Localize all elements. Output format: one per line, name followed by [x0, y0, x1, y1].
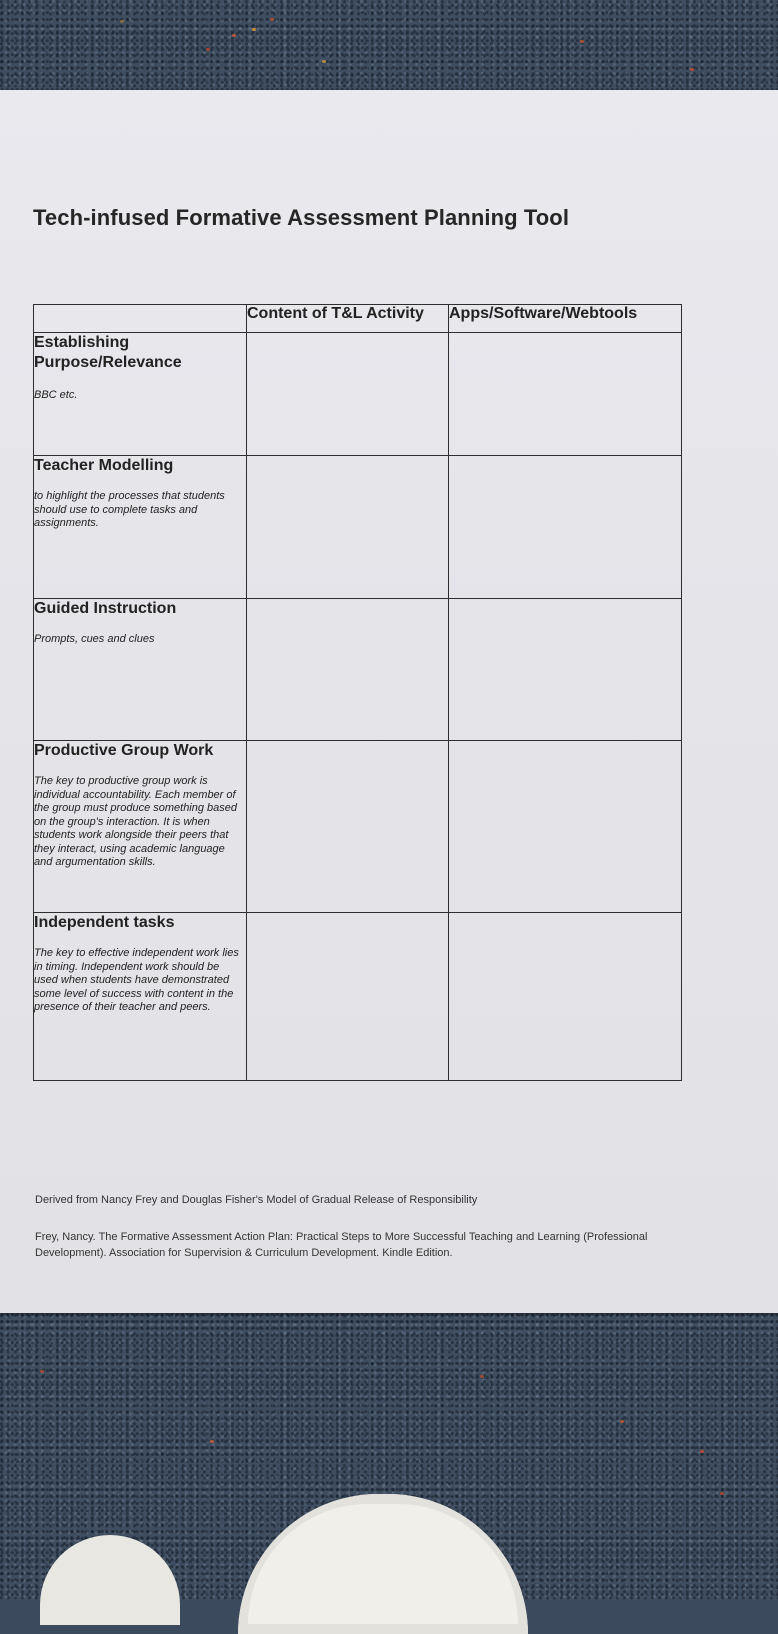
table-row — [34, 333, 682, 456]
table-row — [34, 456, 682, 599]
header-apps: Apps/Software/Webtools — [449, 305, 682, 333]
citation: Frey, Nancy. The Formative Assessment Action Plan: Practical Steps to More Successful Teaching and Learning (Professional Development). Association for Supervision & Curriculum Development. Kindle Edition. — [35, 1231, 648, 1259]
stage-description: The key to effective independent work lies in timing. Independent work should be used when students have demonstrated some level of success with content in the presence of their teacher and peers. — [34, 947, 239, 1013]
stage-description: to highlight the processes that students should use to complete tasks and assignments. — [34, 490, 225, 529]
apps-cell[interactable] — [449, 741, 682, 913]
stage-cell — [34, 913, 247, 1081]
stage-title: Teacher Modelling — [34, 457, 174, 474]
apps-cell[interactable] — [449, 333, 682, 456]
paper-sheet — [0, 90, 778, 1313]
stage-cell — [34, 333, 247, 456]
table-header-row — [34, 305, 682, 333]
apps-cell[interactable] — [449, 599, 682, 741]
stage-description: The key to productive group work is individual accountability. Each member of the group must produce something based on the group's interaction. It is when students work alongside their peers that they interact, using academic language and argumentation skills. — [34, 775, 238, 868]
content-cell[interactable] — [247, 913, 449, 1081]
planning-table — [33, 304, 682, 1081]
apps-cell[interactable] — [449, 913, 682, 1081]
table-row — [34, 913, 682, 1081]
document-title: Tech-infused Formative Assessment Planning Tool — [33, 205, 570, 230]
content-cell[interactable] — [247, 599, 449, 741]
stage-title: Productive Group Work — [34, 742, 214, 759]
stage-description: Prompts, cues and clues — [34, 633, 155, 645]
stage-title: Guided Instruction — [34, 600, 177, 617]
stage-cell — [34, 741, 247, 913]
content-cell[interactable] — [247, 333, 449, 456]
stage-description: BBC etc. — [34, 389, 78, 401]
apps-cell[interactable] — [449, 456, 682, 599]
content-cell[interactable] — [247, 741, 449, 913]
header-empty — [34, 305, 247, 333]
table-row — [34, 599, 682, 741]
header-content: Content of T&L Activity — [247, 305, 449, 333]
attribution-note: Derived from Nancy Frey and Douglas Fisher's Model of Gradual Release of Responsibility — [35, 1194, 478, 1206]
stage-cell — [34, 599, 247, 741]
table-row — [34, 741, 682, 913]
stage-title: Independent tasks — [34, 914, 175, 931]
stage-title: Establishing Purpose/Relevance — [34, 334, 182, 371]
content-cell[interactable] — [247, 456, 449, 599]
stage-cell — [34, 456, 247, 599]
